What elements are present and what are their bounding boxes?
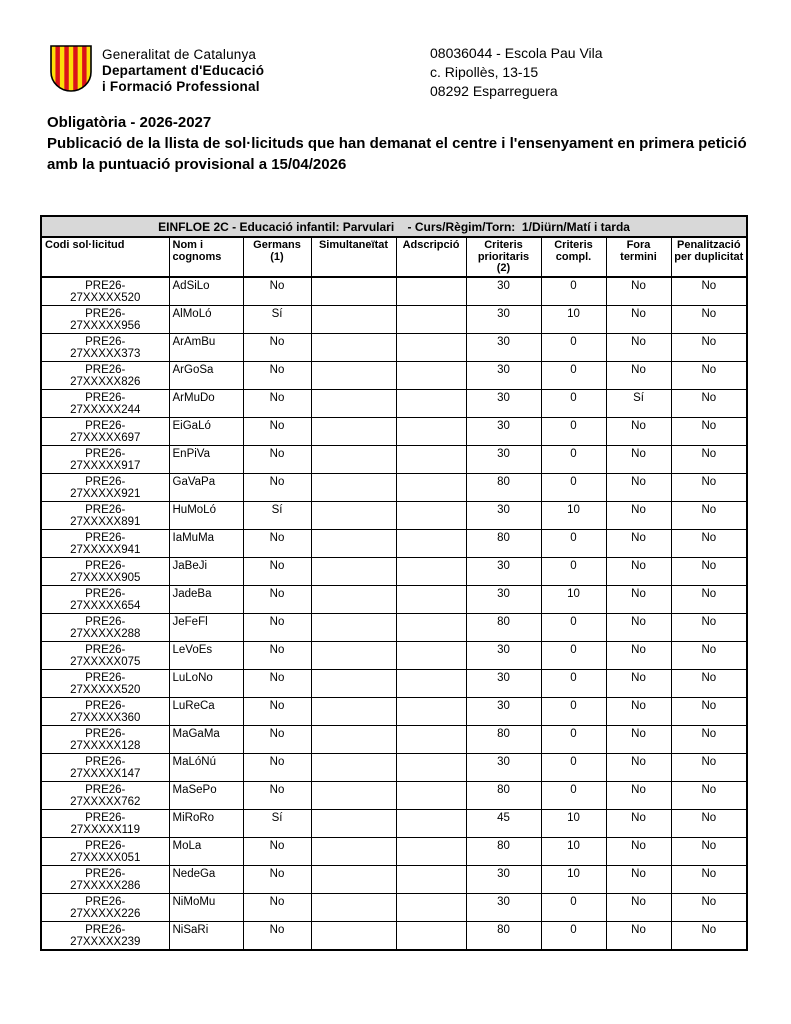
cell-germans: Sí <box>243 305 311 333</box>
table-row <box>41 557 747 585</box>
cell-adscripcio <box>396 921 466 950</box>
cell-adscripcio <box>396 697 466 725</box>
org-name-line: i Formació Professional <box>102 79 260 94</box>
cell-nom: NedeGa <box>169 865 243 893</box>
cell-criteris-compl: 0 <box>541 417 606 445</box>
cell-germans: No <box>243 641 311 669</box>
cell-fora-termini: No <box>606 417 671 445</box>
cell-criteris-prioritaris: 30 <box>466 445 541 473</box>
cell-simultaneitat <box>311 501 396 529</box>
cell-adscripcio <box>396 389 466 417</box>
cell-fora-termini: No <box>606 473 671 501</box>
cell-nom: MiRoRo <box>169 809 243 837</box>
cell-criteris-prioritaris: 30 <box>466 361 541 389</box>
cell-criteris-prioritaris: 30 <box>466 669 541 697</box>
cell-criteris-compl: 0 <box>541 641 606 669</box>
cell-fora-termini: No <box>606 557 671 585</box>
cell-penalitzacio: No <box>671 473 747 501</box>
cell-codi-sollicitud: PRE26- 27XXXXX244 <box>41 389 169 417</box>
cell-criteris-prioritaris: 30 <box>466 893 541 921</box>
column-header: Adscripció <box>396 237 466 277</box>
column-header: Nom i cognoms <box>169 237 243 277</box>
org-name-line: Departament d'Educació <box>102 63 265 78</box>
cell-simultaneitat <box>311 781 396 809</box>
cell-germans: No <box>243 753 311 781</box>
table-row <box>41 725 747 753</box>
cell-criteris-prioritaris: 80 <box>466 781 541 809</box>
cell-fora-termini: No <box>606 613 671 641</box>
cell-nom: HuMoLó <box>169 501 243 529</box>
cell-codi-sollicitud: PRE26- 27XXXXX128 <box>41 725 169 753</box>
cell-nom: MaGaMa <box>169 725 243 753</box>
column-header: Germans (1) <box>243 237 311 277</box>
cell-criteris-compl: 0 <box>541 361 606 389</box>
applications-table-wrap <box>40 215 748 951</box>
cell-penalitzacio: No <box>671 865 747 893</box>
cell-simultaneitat <box>311 361 396 389</box>
table-group-header: EINFLOE 2C - Educació infantil: Parvulari - Curs/Règim/Torn: 1/Diürn/Matí i tarda <box>41 216 747 237</box>
cell-germans: No <box>243 669 311 697</box>
table-row <box>41 809 747 837</box>
cell-simultaneitat <box>311 277 396 306</box>
cell-germans: Sí <box>243 809 311 837</box>
table-row <box>41 529 747 557</box>
cell-criteris-compl: 0 <box>541 669 606 697</box>
cell-simultaneitat <box>311 529 396 557</box>
cell-simultaneitat <box>311 753 396 781</box>
cell-penalitzacio: No <box>671 305 747 333</box>
cell-nom: JadeBa <box>169 585 243 613</box>
cell-germans: No <box>243 865 311 893</box>
cell-germans: No <box>243 445 311 473</box>
column-header: Fora termini <box>606 237 671 277</box>
cell-penalitzacio: No <box>671 697 747 725</box>
cell-simultaneitat <box>311 417 396 445</box>
cell-fora-termini: Sí <box>606 389 671 417</box>
cell-criteris-prioritaris: 30 <box>466 753 541 781</box>
table-row <box>41 753 747 781</box>
cell-adscripcio <box>396 585 466 613</box>
applications-table <box>40 215 748 951</box>
cell-germans: No <box>243 333 311 361</box>
cell-germans: No <box>243 277 311 306</box>
cell-germans: No <box>243 417 311 445</box>
cell-adscripcio <box>396 529 466 557</box>
cell-adscripcio <box>396 837 466 865</box>
cell-criteris-compl: 0 <box>541 893 606 921</box>
column-header: Criteris prioritaris (2) <box>466 237 541 277</box>
cell-penalitzacio: No <box>671 501 747 529</box>
cell-adscripcio <box>396 641 466 669</box>
cell-criteris-compl: 10 <box>541 837 606 865</box>
cell-codi-sollicitud: PRE26- 27XXXXX826 <box>41 361 169 389</box>
cell-simultaneitat <box>311 837 396 865</box>
cell-criteris-compl: 10 <box>541 501 606 529</box>
cell-adscripcio <box>396 613 466 641</box>
table-row <box>41 669 747 697</box>
cell-penalitzacio: No <box>671 725 747 753</box>
cell-adscripcio <box>396 445 466 473</box>
cell-codi-sollicitud: PRE26- 27XXXXX654 <box>41 585 169 613</box>
cell-fora-termini: No <box>606 697 671 725</box>
cell-penalitzacio: No <box>671 333 747 361</box>
cell-simultaneitat <box>311 305 396 333</box>
cell-codi-sollicitud: PRE26- 27XXXXX373 <box>41 333 169 361</box>
cell-penalitzacio: No <box>671 837 747 865</box>
cell-simultaneitat <box>311 921 396 950</box>
table-row <box>41 893 747 921</box>
cell-germans: No <box>243 529 311 557</box>
cell-criteris-compl: 10 <box>541 865 606 893</box>
cell-germans: No <box>243 921 311 950</box>
cell-simultaneitat <box>311 473 396 501</box>
table-row <box>41 445 747 473</box>
table-row <box>41 277 747 306</box>
cell-criteris-prioritaris: 30 <box>466 417 541 445</box>
cell-adscripcio <box>396 809 466 837</box>
cell-penalitzacio: No <box>671 669 747 697</box>
cell-criteris-prioritaris: 30 <box>466 557 541 585</box>
table-row <box>41 641 747 669</box>
cell-penalitzacio: No <box>671 417 747 445</box>
table-head <box>41 216 747 277</box>
cell-codi-sollicitud: PRE26- 27XXXXX075 <box>41 641 169 669</box>
cell-germans: No <box>243 473 311 501</box>
cell-adscripcio <box>396 669 466 697</box>
cell-penalitzacio: No <box>671 529 747 557</box>
cell-penalitzacio: No <box>671 557 747 585</box>
cell-nom: EiGaLó <box>169 417 243 445</box>
cell-adscripcio <box>396 305 466 333</box>
org-name-line: Generalitat de Catalunya <box>102 47 257 62</box>
cell-simultaneitat <box>311 333 396 361</box>
cell-criteris-compl: 0 <box>541 613 606 641</box>
school-address <box>430 44 603 101</box>
table-row <box>41 613 747 641</box>
cell-nom: LuLoNo <box>169 669 243 697</box>
column-header: Penalització per duplicitat <box>671 237 747 277</box>
table-row <box>41 473 747 501</box>
cell-criteris-prioritaris: 80 <box>466 837 541 865</box>
org-name <box>102 44 264 95</box>
table-row <box>41 333 747 361</box>
cell-criteris-prioritaris: 30 <box>466 277 541 306</box>
cell-fora-termini: No <box>606 305 671 333</box>
cell-nom: MoLa <box>169 837 243 865</box>
cell-penalitzacio: No <box>671 277 747 306</box>
cell-penalitzacio: No <box>671 921 747 950</box>
cell-fora-termini: No <box>606 445 671 473</box>
cell-germans: No <box>243 837 311 865</box>
generalitat-coat-of-arms-icon <box>48 44 94 94</box>
cell-fora-termini: No <box>606 361 671 389</box>
cell-codi-sollicitud: PRE26- 27XXXXX051 <box>41 837 169 865</box>
cell-penalitzacio: No <box>671 445 747 473</box>
cell-fora-termini: No <box>606 277 671 306</box>
cell-criteris-compl: 0 <box>541 753 606 781</box>
cell-nom: JaBeJi <box>169 557 243 585</box>
cell-criteris-prioritaris: 80 <box>466 529 541 557</box>
header-logo-block <box>48 44 264 95</box>
cell-criteris-prioritaris: 45 <box>466 809 541 837</box>
cell-nom: AdSiLo <box>169 277 243 306</box>
cell-fora-termini: No <box>606 865 671 893</box>
cell-criteris-prioritaris: 30 <box>466 697 541 725</box>
cell-fora-termini: No <box>606 641 671 669</box>
table-row <box>41 921 747 950</box>
cell-penalitzacio: No <box>671 753 747 781</box>
cell-penalitzacio: No <box>671 613 747 641</box>
cell-criteris-prioritaris: 30 <box>466 333 541 361</box>
cell-simultaneitat <box>311 893 396 921</box>
cell-simultaneitat <box>311 865 396 893</box>
cell-criteris-prioritaris: 80 <box>466 473 541 501</box>
cell-adscripcio <box>396 557 466 585</box>
cell-germans: No <box>243 389 311 417</box>
cell-criteris-prioritaris: 30 <box>466 389 541 417</box>
cell-codi-sollicitud: PRE26- 27XXXXX917 <box>41 445 169 473</box>
cell-codi-sollicitud: PRE26- 27XXXXX905 <box>41 557 169 585</box>
table-row <box>41 837 747 865</box>
cell-criteris-compl: 0 <box>541 473 606 501</box>
cell-simultaneitat <box>311 389 396 417</box>
cell-fora-termini: No <box>606 333 671 361</box>
cell-criteris-prioritaris: 30 <box>466 305 541 333</box>
cell-criteris-compl: 0 <box>541 697 606 725</box>
cell-penalitzacio: No <box>671 809 747 837</box>
cell-nom: ArAmBu <box>169 333 243 361</box>
cell-codi-sollicitud: PRE26- 27XXXXX520 <box>41 277 169 306</box>
cell-nom: LeVoEs <box>169 641 243 669</box>
cell-codi-sollicitud: PRE26- 27XXXXX147 <box>41 753 169 781</box>
cell-adscripcio <box>396 473 466 501</box>
cell-germans: No <box>243 697 311 725</box>
cell-simultaneitat <box>311 445 396 473</box>
cell-codi-sollicitud: PRE26- 27XXXXX288 <box>41 613 169 641</box>
cell-penalitzacio: No <box>671 641 747 669</box>
table-row <box>41 305 747 333</box>
cell-codi-sollicitud: PRE26- 27XXXXX956 <box>41 305 169 333</box>
cell-simultaneitat <box>311 697 396 725</box>
cell-nom: MaLóNú <box>169 753 243 781</box>
cell-simultaneitat <box>311 641 396 669</box>
cell-criteris-prioritaris: 30 <box>466 585 541 613</box>
cell-criteris-compl: 0 <box>541 445 606 473</box>
cell-criteris-compl: 10 <box>541 585 606 613</box>
cell-codi-sollicitud: PRE26- 27XXXXX921 <box>41 473 169 501</box>
cell-germans: No <box>243 613 311 641</box>
cell-codi-sollicitud: PRE26- 27XXXXX286 <box>41 865 169 893</box>
cell-adscripcio <box>396 725 466 753</box>
table-body <box>41 277 747 950</box>
cell-criteris-prioritaris: 80 <box>466 613 541 641</box>
cell-nom: LuReCa <box>169 697 243 725</box>
cell-penalitzacio: No <box>671 389 747 417</box>
cell-adscripcio <box>396 417 466 445</box>
cell-criteris-compl: 0 <box>541 333 606 361</box>
cell-criteris-prioritaris: 30 <box>466 501 541 529</box>
cell-germans: No <box>243 557 311 585</box>
cell-penalitzacio: No <box>671 893 747 921</box>
table-row <box>41 585 747 613</box>
cell-criteris-compl: 0 <box>541 781 606 809</box>
column-header: Codi sol·licitud <box>41 237 169 277</box>
cell-criteris-compl: 0 <box>541 557 606 585</box>
cell-nom: EnPiVa <box>169 445 243 473</box>
cell-germans: No <box>243 585 311 613</box>
cell-nom: NiMoMu <box>169 893 243 921</box>
cell-fora-termini: No <box>606 893 671 921</box>
cell-fora-termini: No <box>606 781 671 809</box>
cell-fora-termini: No <box>606 725 671 753</box>
cell-criteris-prioritaris: 30 <box>466 641 541 669</box>
cell-fora-termini: No <box>606 837 671 865</box>
cell-simultaneitat <box>311 613 396 641</box>
cell-nom: MaSePo <box>169 781 243 809</box>
cell-penalitzacio: No <box>671 361 747 389</box>
cell-nom: NiSaRi <box>169 921 243 950</box>
cell-nom: ArMuDo <box>169 389 243 417</box>
table-row <box>41 389 747 417</box>
cell-simultaneitat <box>311 557 396 585</box>
cell-penalitzacio: No <box>671 781 747 809</box>
table-row <box>41 865 747 893</box>
cell-fora-termini: No <box>606 529 671 557</box>
cell-simultaneitat <box>311 809 396 837</box>
cell-germans: No <box>243 781 311 809</box>
cell-germans: No <box>243 361 311 389</box>
cell-fora-termini: No <box>606 585 671 613</box>
cell-codi-sollicitud: PRE26- 27XXXXX119 <box>41 809 169 837</box>
cell-nom: ArGoSa <box>169 361 243 389</box>
cell-germans: No <box>243 725 311 753</box>
table-row <box>41 781 747 809</box>
cell-nom: IaMuMa <box>169 529 243 557</box>
cell-criteris-compl: 0 <box>541 529 606 557</box>
cell-codi-sollicitud: PRE26- 27XXXXX941 <box>41 529 169 557</box>
cell-adscripcio <box>396 333 466 361</box>
column-header: Criteris compl. <box>541 237 606 277</box>
cell-criteris-compl: 0 <box>541 921 606 950</box>
cell-criteris-compl: 0 <box>541 389 606 417</box>
cell-fora-termini: No <box>606 753 671 781</box>
cell-adscripcio <box>396 781 466 809</box>
cell-simultaneitat <box>311 585 396 613</box>
table-row <box>41 501 747 529</box>
cell-adscripcio <box>396 361 466 389</box>
cell-fora-termini: No <box>606 921 671 950</box>
school-street: c. Ripollès, 13-15 <box>430 64 539 80</box>
cell-criteris-compl: 0 <box>541 277 606 306</box>
table-row <box>41 417 747 445</box>
cell-germans: Sí <box>243 501 311 529</box>
cell-adscripcio <box>396 865 466 893</box>
cell-codi-sollicitud: PRE26- 27XXXXX520 <box>41 669 169 697</box>
cell-adscripcio <box>396 753 466 781</box>
cell-criteris-prioritaris: 30 <box>466 865 541 893</box>
cell-codi-sollicitud: PRE26- 27XXXXX697 <box>41 417 169 445</box>
cell-codi-sollicitud: PRE26- 27XXXXX891 <box>41 501 169 529</box>
cell-adscripcio <box>396 893 466 921</box>
cell-fora-termini: No <box>606 809 671 837</box>
school-city: 08292 Esparreguera <box>430 83 558 99</box>
cell-fora-termini: No <box>606 501 671 529</box>
cell-codi-sollicitud: PRE26- 27XXXXX762 <box>41 781 169 809</box>
cell-codi-sollicitud: PRE26- 27XXXXX226 <box>41 893 169 921</box>
cell-adscripcio <box>396 501 466 529</box>
cell-nom: AlMoLó <box>169 305 243 333</box>
cell-adscripcio <box>396 277 466 306</box>
school-code-name: 08036044 - Escola Pau Vila <box>430 45 603 61</box>
cell-nom: GaVaPa <box>169 473 243 501</box>
title-description: Publicació de la llista de sol·licituds que han demanat el centre i l'ensenyament en primera petició amb la puntuació provisional a 15/04/2026 <box>47 135 747 173</box>
cell-penalitzacio: No <box>671 585 747 613</box>
cell-fora-termini: No <box>606 669 671 697</box>
cell-codi-sollicitud: PRE26- 27XXXXX360 <box>41 697 169 725</box>
cell-criteris-compl: 10 <box>541 305 606 333</box>
cell-codi-sollicitud: PRE26- 27XXXXX239 <box>41 921 169 950</box>
cell-criteris-prioritaris: 80 <box>466 921 541 950</box>
cell-germans: No <box>243 893 311 921</box>
cell-criteris-prioritaris: 80 <box>466 725 541 753</box>
table-row <box>41 697 747 725</box>
cell-simultaneitat <box>311 725 396 753</box>
table-row <box>41 361 747 389</box>
cell-nom: JeFeFl <box>169 613 243 641</box>
cell-criteris-compl: 0 <box>541 725 606 753</box>
cell-criteris-compl: 10 <box>541 809 606 837</box>
title-process: Obligatòria - 2026-2027 <box>47 114 212 131</box>
document-title-block <box>47 112 753 175</box>
cell-simultaneitat <box>311 669 396 697</box>
column-header: Simultaneïtat <box>311 237 396 277</box>
